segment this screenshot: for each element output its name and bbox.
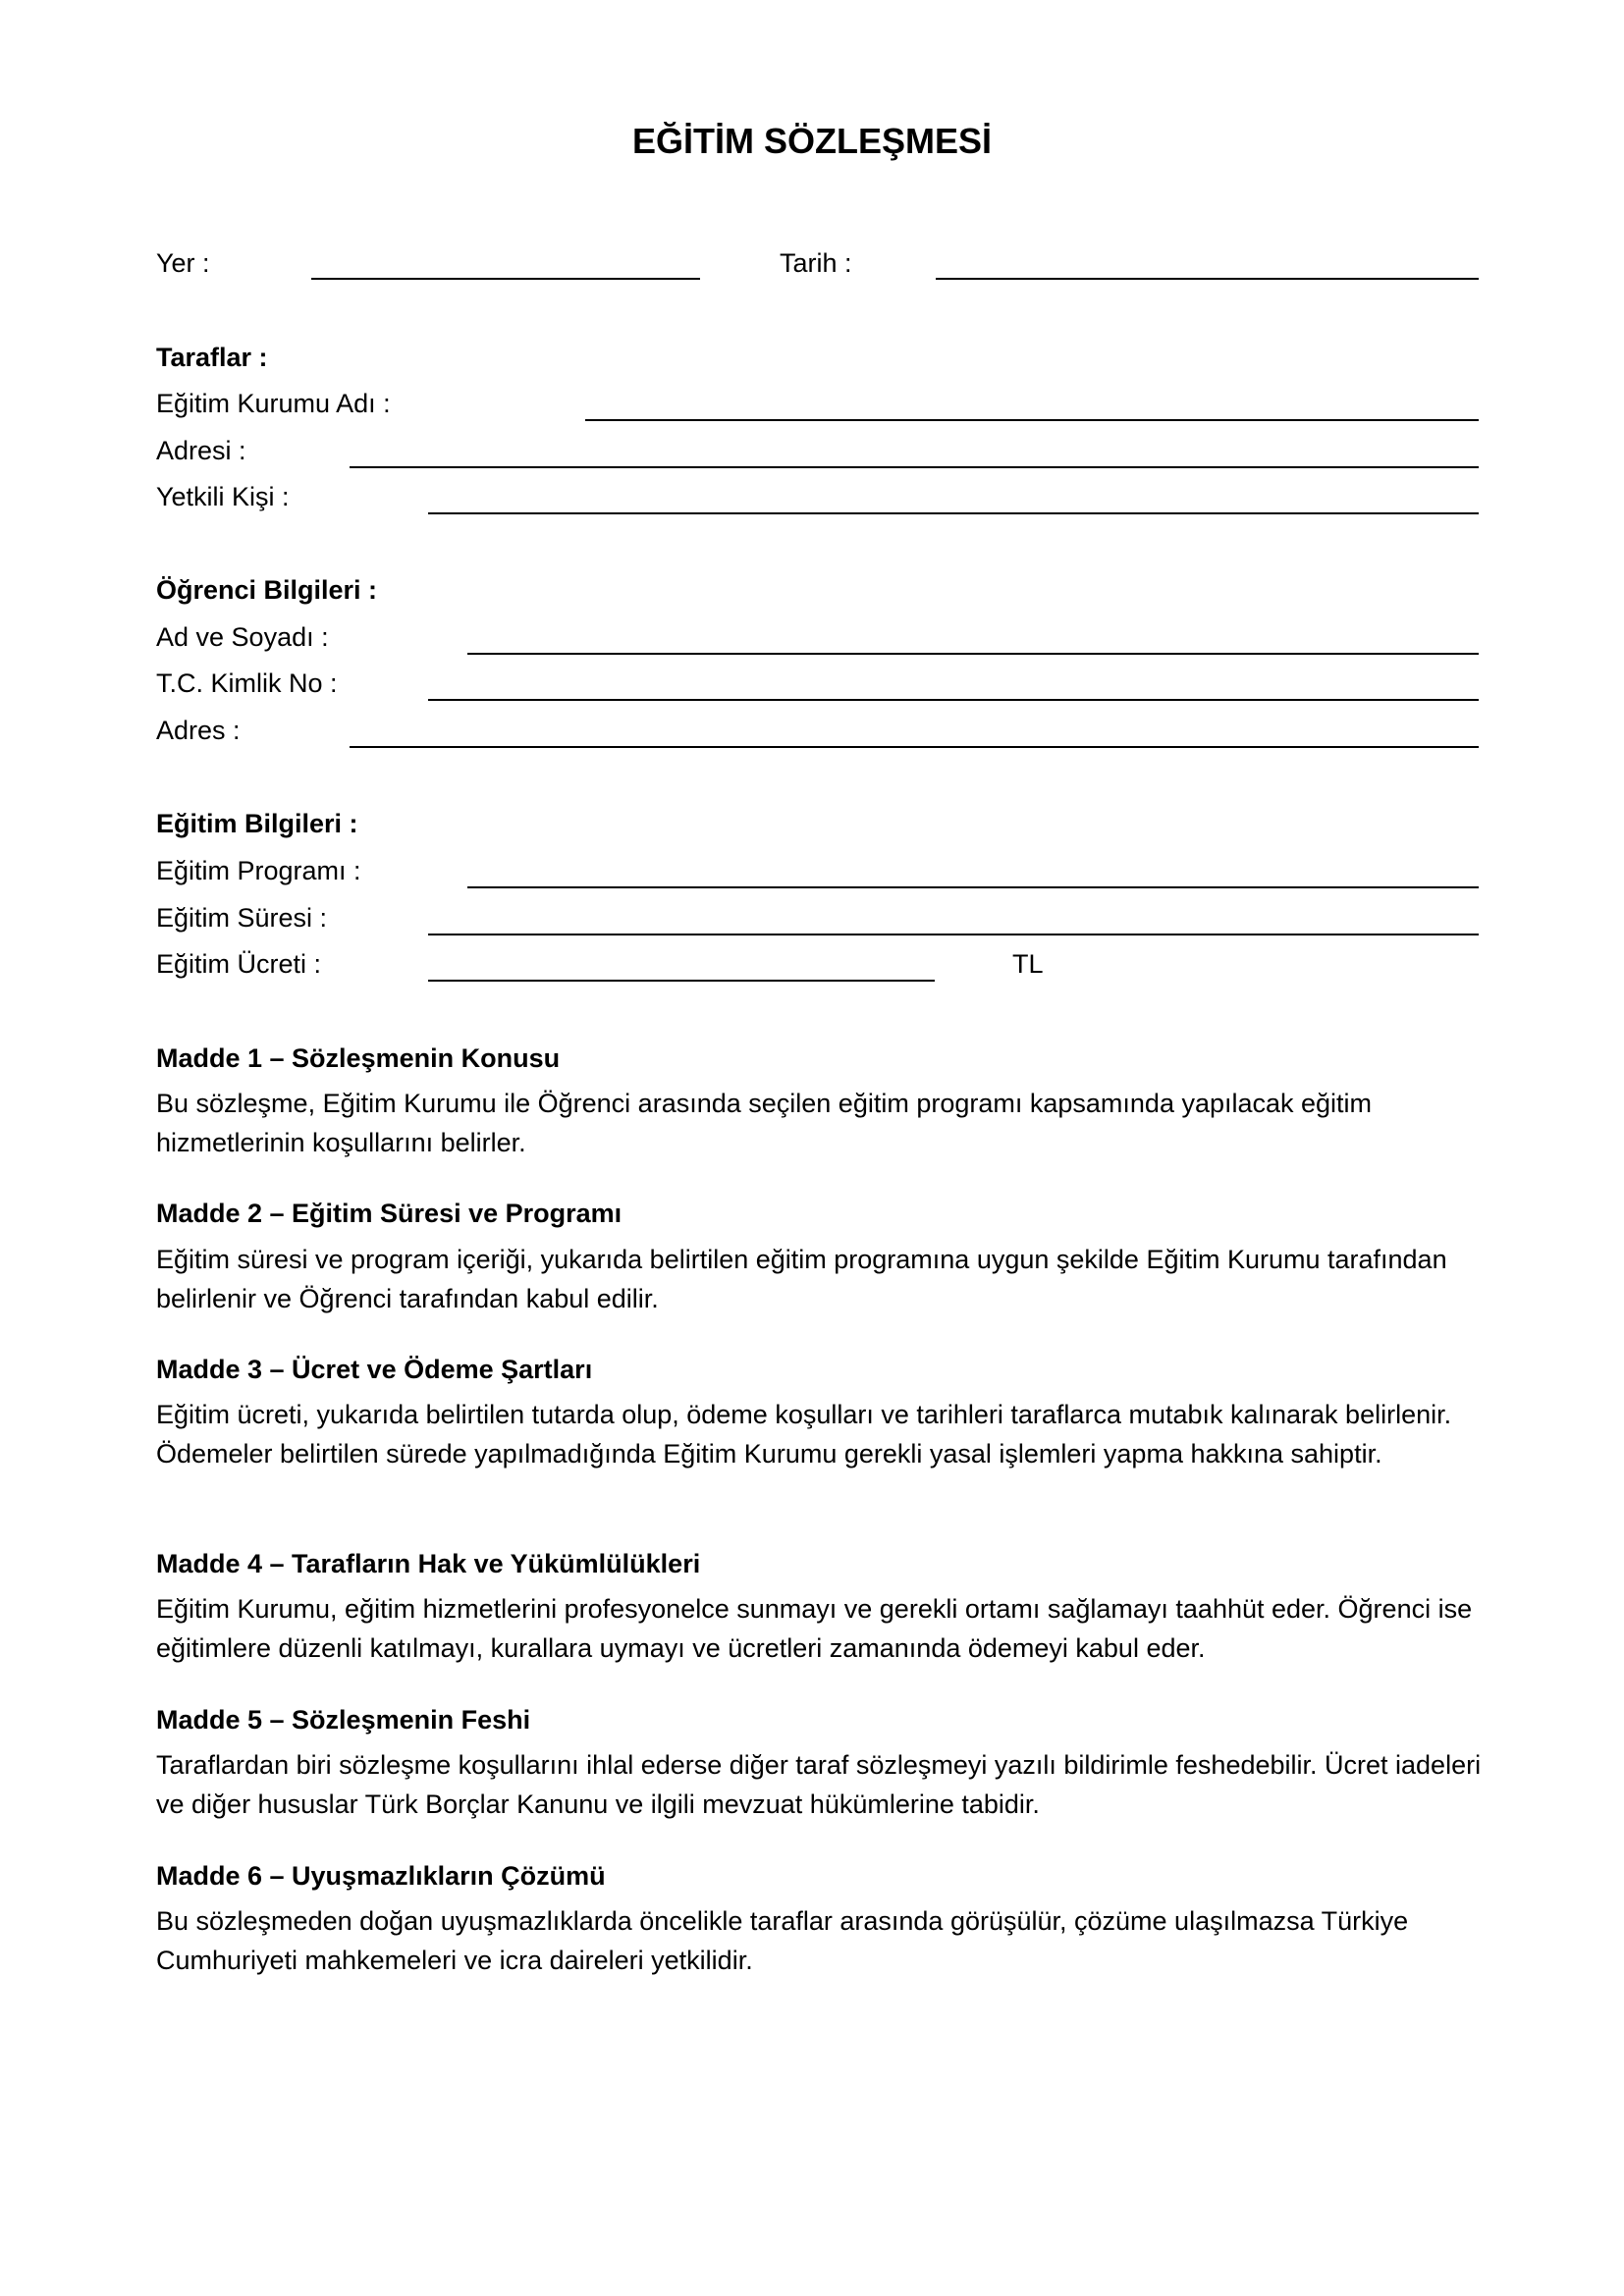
student-address-label: Adres : — [156, 716, 241, 745]
article-6-body: Bu sözleşmeden doğan uyuşmazlıklarda öncelikle taraflar arasında görüşülür, çözüme ulaşılmazsa Türkiye Cumhuriyeti mahkemeleri ve icra daireleri yetkilidir. — [156, 1906, 1409, 1975]
education-program-label: Eğitim Programı : — [156, 856, 361, 885]
student-name-field[interactable] — [467, 653, 1479, 655]
article-6-title: Madde 6 – Uyuşmazlıkların Çözümü — [156, 1861, 606, 1891]
education-duration-field[interactable] — [428, 934, 1479, 935]
parties-heading: Taraflar : — [156, 343, 268, 372]
article-3-title: Madde 3 – Ücret ve Ödeme Şartları — [156, 1355, 593, 1384]
student-address-field[interactable] — [350, 746, 1479, 748]
article-1-body: Bu sözleşme, Eğitim Kurumu ile Öğrenci arasında seçilen eğitim programı kapsamında yapılacak eğitim hizmetlerinin koşullarını belirler. — [156, 1089, 1373, 1157]
education-heading: Eğitim Bilgileri : — [156, 809, 358, 838]
education-duration-label: Eğitim Süresi : — [156, 903, 328, 933]
article-2-title: Madde 2 – Eğitim Süresi ve Programı — [156, 1199, 623, 1228]
article-5-body: Taraflardan biri sözleşme koşullarını ihlal ederse diğer taraf sözleşmeyi yazılı bildirimle feshedebilir. Ücret iadeleri ve diğer hususlar Türk Borçlar Kanunu ve ilgili mevzuat hükümlerine tabidir. — [156, 1750, 1482, 1819]
date-label: Tarih : — [780, 248, 852, 278]
student-name-label: Ad ve Soyadı : — [156, 622, 329, 652]
article-2-body: Eğitim süresi ve program içeriği, yukarıda belirtilen eğitim programına uygun şekilde Eğitim Kurumu tarafından belirlenir ve Öğrenci tarafından kabul edilir. — [156, 1245, 1447, 1313]
student-id-field[interactable] — [428, 699, 1479, 701]
authorized-person-label: Yetkili Kişi : — [156, 482, 290, 511]
authorized-person-field[interactable] — [428, 512, 1479, 514]
student-id-label: T.C. Kimlik No : — [156, 668, 338, 698]
institution-address-field[interactable] — [350, 466, 1479, 468]
article-4-title: Madde 4 – Tarafların Hak ve Yükümlülükleri — [156, 1549, 701, 1578]
article-3-body: Eğitim ücreti, yukarıda belirtilen tutarda olup, ödeme koşulları ve tarihleri taraflarca mutabık kalınarak belirlenir. Ödemeler belirtilen sürede yapılmadığında Eğitim Kurumu gerekli yasal işlemleri yapma hakkına sahiptir. — [156, 1400, 1452, 1468]
institution-address-label: Adresi : — [156, 436, 246, 465]
article-1-title: Madde 1 – Sözleşmenin Konusu — [156, 1043, 561, 1073]
place-label: Yer : — [156, 248, 210, 278]
date-field[interactable] — [936, 278, 1479, 280]
article-5-title: Madde 5 – Sözleşmenin Feshi — [156, 1705, 531, 1735]
education-fee-field[interactable] — [428, 980, 935, 982]
student-heading: Öğrenci Bilgileri : — [156, 575, 378, 605]
document-title: EĞİTİM SÖZLEŞMESİ — [631, 121, 993, 161]
currency-label: TL — [1012, 949, 1044, 979]
institution-name-field[interactable] — [585, 419, 1479, 421]
education-fee-label: Eğitim Ücreti : — [156, 949, 322, 979]
institution-name-label: Eğitim Kurumu Adı : — [156, 389, 391, 418]
education-program-field[interactable] — [467, 886, 1479, 888]
place-field[interactable] — [311, 278, 700, 280]
article-4-body: Eğitim Kurumu, eğitim hizmetlerini profesyonelce sunmayı ve gerekli ortamı sağlamayı taahhüt eder. Öğrenci ise eğitimlere düzenli katılmayı, kurallara uymayı ve ücretleri zamanında ödemeyi kabul eder. — [156, 1594, 1473, 1663]
